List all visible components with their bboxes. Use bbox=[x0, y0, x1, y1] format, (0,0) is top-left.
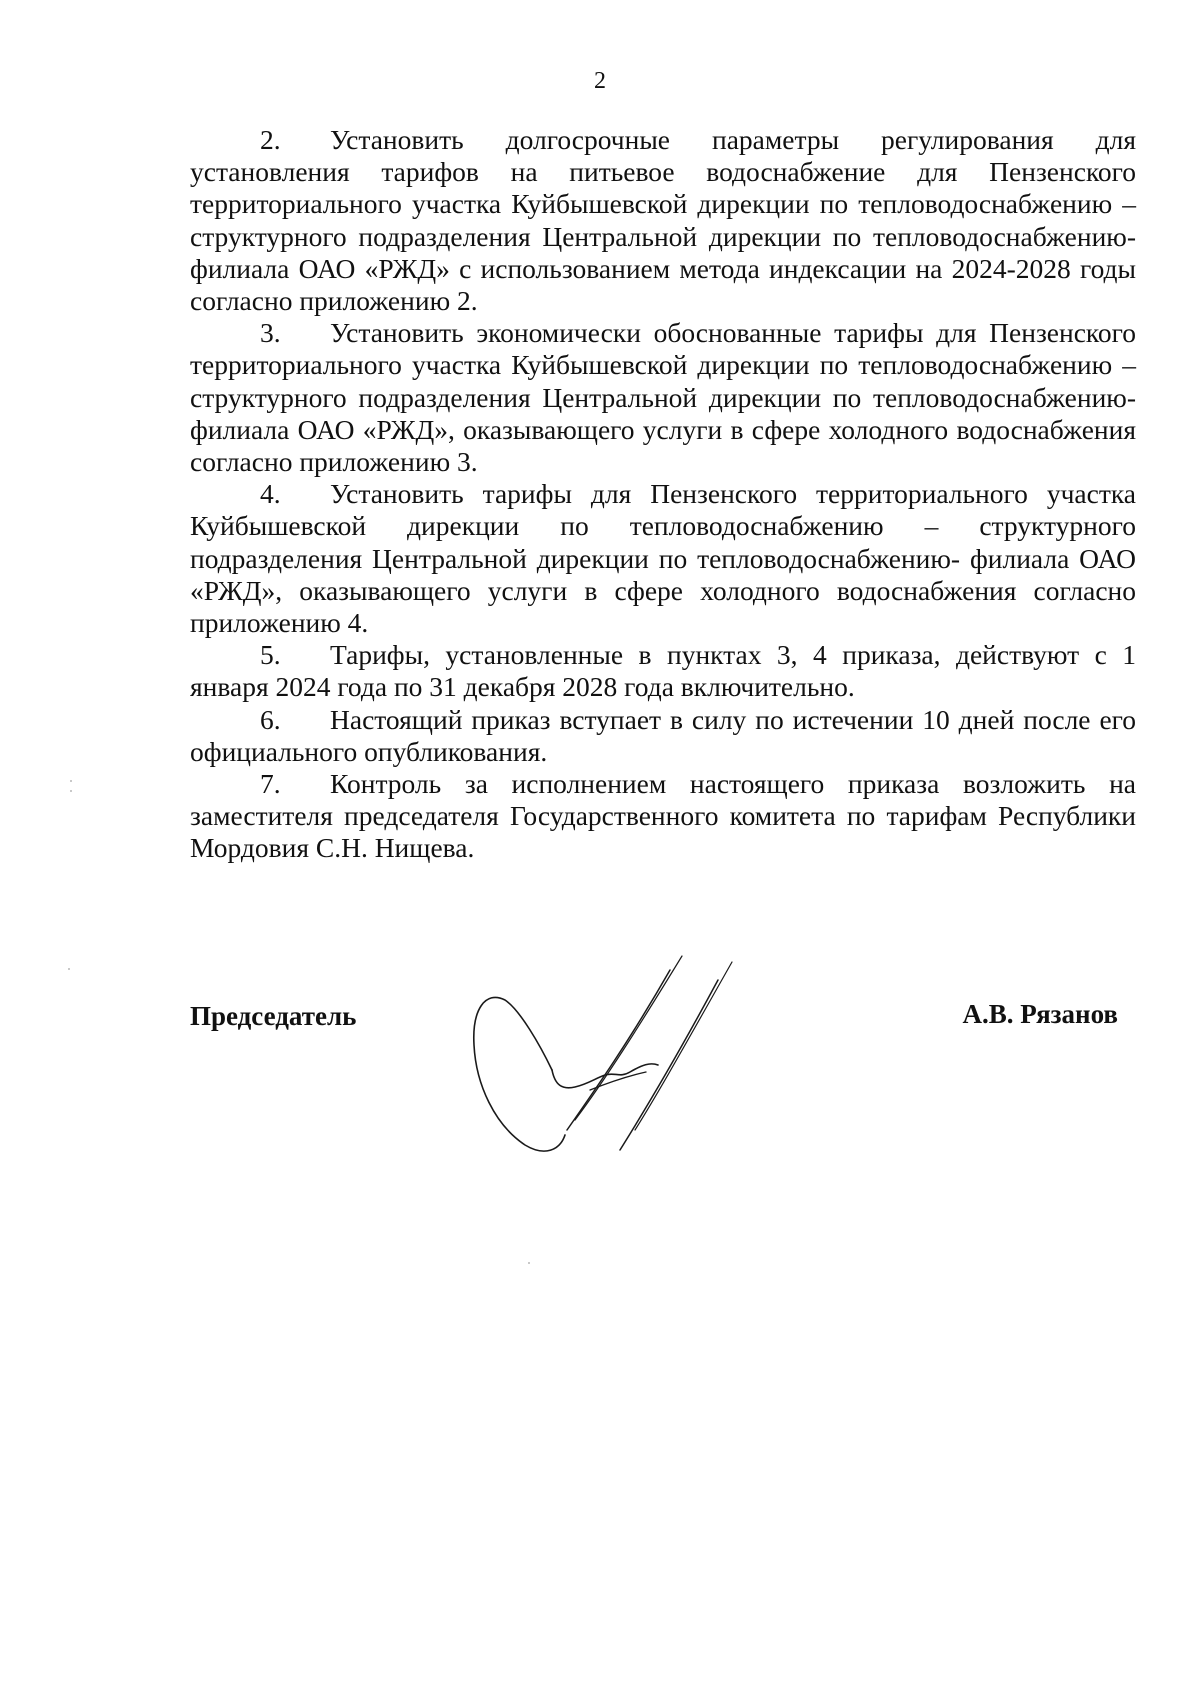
paragraph-3 bbox=[190, 317, 1136, 478]
paragraph-text: Установить тарифы для Пензенского территориального участка Куйбышевской дирекции по тепловодоснабжению – структурного подразделения Центральной дирекции по тепловодоснабжению- филиала ОАО «РЖД», оказывающего услуги в сфере холодного водоснабжения согласно приложению 4. bbox=[190, 478, 1136, 639]
scan-speck bbox=[70, 780, 72, 782]
signatory-name: А.В. Рязанов bbox=[962, 999, 1118, 1029]
paragraph-number: 3. bbox=[260, 317, 281, 349]
paragraph-text: Настоящий приказ вступает в силу по истечении 10 дней после его официального опубликования. bbox=[190, 703, 1136, 767]
paragraph-number: 5. bbox=[260, 639, 281, 671]
paragraph-6 bbox=[190, 704, 1136, 768]
paragraph-number: 7. bbox=[260, 768, 281, 800]
signatory-title: Председатель bbox=[190, 1001, 357, 1031]
handwritten-signature bbox=[470, 950, 780, 1170]
scan-speck bbox=[528, 1262, 530, 1264]
scan-speck bbox=[70, 790, 72, 792]
paragraph-5 bbox=[190, 639, 1136, 703]
paragraph-text: Контроль за исполнением настоящего приказа возложить на заместителя председателя Государственного комитета по тарифам Республики Мордовия С.Н. Нищева. bbox=[190, 768, 1136, 864]
paragraph-text: Тарифы, установленные в пунктах 3, 4 приказа, действуют с 1 января 2024 года по 31 декабря 2028 года включительно. bbox=[190, 639, 1136, 703]
paragraph-text: Установить экономически обоснованные тарифы для Пензенского территориального участка Куйбышевской дирекции по тепловодоснабжению – структурного подразделения Центральной дирекции по тепловодоснабжению- филиала ОАО «РЖД», оказывающего услуги в сфере холодного водоснабжения согласно приложению 3. bbox=[190, 317, 1136, 478]
paragraph-text: Установить долгосрочные параметры регулирования для установления тарифов на питьевое водоснабжение для Пензенского территориального участка Куйбышевской дирекции по тепловодоснабжению – структурного подразделения Центральной дирекции по тепловодоснабжению- филиала ОАО «РЖД» с использованием метода индексации на 2024-2028 годы согласно приложению 2. bbox=[190, 124, 1136, 317]
paragraph-2 bbox=[190, 124, 1136, 317]
paragraph-4 bbox=[190, 478, 1136, 639]
paragraph-7 bbox=[190, 768, 1136, 865]
page-number: 2 bbox=[594, 68, 606, 94]
paragraph-number: 4. bbox=[260, 478, 281, 510]
scan-speck bbox=[68, 968, 70, 970]
paragraph-number: 2. bbox=[260, 124, 281, 155]
document-body bbox=[190, 124, 1136, 865]
paragraph-number: 6. bbox=[260, 703, 281, 735]
